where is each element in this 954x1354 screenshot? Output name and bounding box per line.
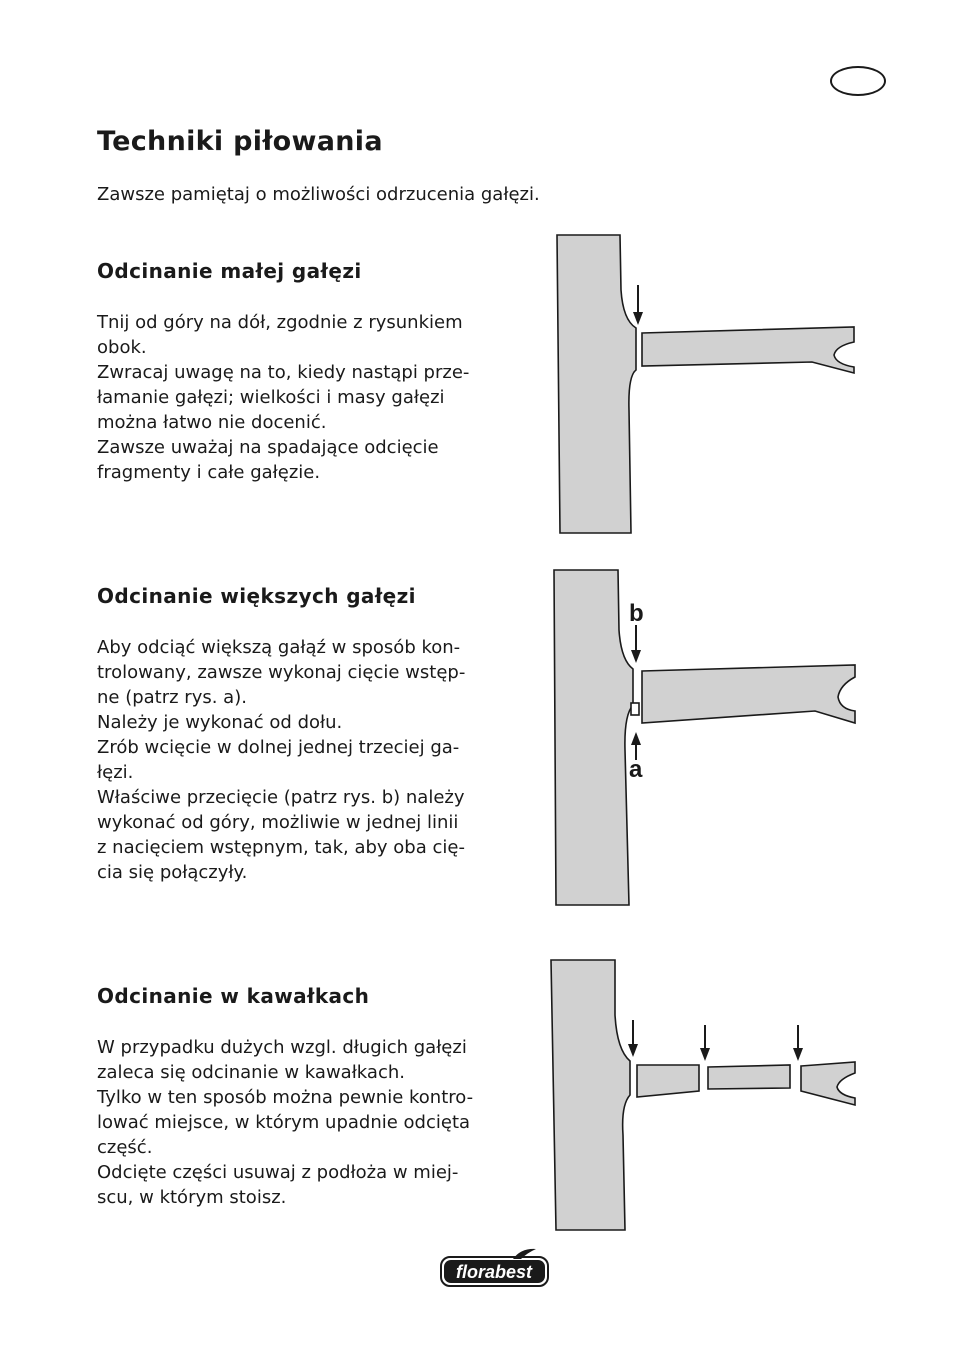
text-line: łęzi. bbox=[97, 762, 134, 783]
arrow-icon bbox=[633, 285, 643, 325]
text-line: Właściwe przecięcie (patrz rys. b) należy bbox=[97, 787, 465, 808]
arrow-icon bbox=[631, 625, 641, 663]
cut-slot bbox=[631, 703, 639, 715]
text-line: łamanie gałęzi; wielkości i masy gałęzi bbox=[97, 387, 445, 408]
text-line: można łatwo nie docenić. bbox=[97, 412, 327, 433]
language-badge bbox=[830, 66, 886, 96]
text-line: Zawsze uważaj na spadające odcięcie bbox=[97, 437, 439, 458]
text-line: Należy je wykonać od dołu. bbox=[97, 712, 343, 733]
section-body-small-branch bbox=[97, 310, 497, 485]
intro-text: Zawsze pamiętaj o możliwości odrzucenia gałęzi. bbox=[97, 184, 540, 205]
text-line: zaleca się odcinanie w kawałkach. bbox=[97, 1062, 405, 1083]
figure-larger-branch-cut bbox=[545, 565, 860, 910]
branch-piece bbox=[637, 1065, 699, 1097]
text-line: Tnij od góry na dół, zgodnie z rysunkiem bbox=[97, 312, 463, 333]
text-line: obok. bbox=[97, 337, 147, 358]
section-heading-small-branch: Odcinanie małej gałęzi bbox=[97, 259, 362, 283]
text-line: Zrób wcięcie w dolnej jednej trzeciej ga- bbox=[97, 737, 460, 758]
text-line: Odcięte części usuwaj z podłoża w miej- bbox=[97, 1162, 459, 1183]
branch bbox=[642, 665, 855, 723]
text-line: cia się połączyły. bbox=[97, 862, 248, 883]
text-line: wykonać od góry, możliwie w jednej linii bbox=[97, 812, 459, 833]
text-line: fragmenty i całe gałęzie. bbox=[97, 462, 321, 483]
florabest-logo bbox=[439, 1247, 551, 1289]
branch bbox=[642, 327, 854, 373]
text-line: W przypadku dużych wzgl. długich gałęzi bbox=[97, 1037, 467, 1058]
figure-pieces-cut bbox=[545, 955, 860, 1235]
arrow-icon bbox=[700, 1025, 710, 1061]
text-line: ne (patrz rys. a). bbox=[97, 687, 247, 708]
label-b: b bbox=[629, 600, 644, 627]
svg-text:florabest: florabest bbox=[455, 1262, 533, 1282]
text-line: scu, w którym stoisz. bbox=[97, 1187, 287, 1208]
section-heading-pieces: Odcinanie w kawałkach bbox=[97, 984, 370, 1008]
text-line: Zwracaj uwagę na to, kiedy nastąpi prze- bbox=[97, 362, 470, 383]
text-line: lować miejsce, w którym upadnie odcięta bbox=[97, 1112, 471, 1133]
text-line: część. bbox=[97, 1137, 153, 1158]
branch-piece bbox=[801, 1062, 855, 1105]
text-line: Tylko w ten sposób można pewnie kontro- bbox=[97, 1087, 474, 1108]
section-body-larger-branch bbox=[97, 635, 497, 885]
figure-small-branch-cut bbox=[550, 230, 860, 540]
branch-piece bbox=[708, 1065, 790, 1089]
tree-trunk bbox=[557, 235, 636, 533]
section-body-pieces bbox=[97, 1035, 497, 1210]
page-title: Techniki piłowania bbox=[97, 126, 383, 157]
text-line: Aby odciąć większą gałąź w sposób kon- bbox=[97, 637, 461, 658]
text-line: trolowany, zawsze wykonaj cięcie wstęp- bbox=[97, 662, 466, 683]
section-heading-larger-branch: Odcinanie większych gałęzi bbox=[97, 584, 416, 608]
tree-trunk bbox=[551, 960, 630, 1230]
tree-trunk bbox=[554, 570, 633, 905]
label-a: a bbox=[629, 756, 643, 783]
arrow-icon bbox=[793, 1025, 803, 1061]
text-line: z nacięciem wstępnym, tak, aby oba cię- bbox=[97, 837, 465, 858]
arrow-icon bbox=[628, 1020, 638, 1057]
